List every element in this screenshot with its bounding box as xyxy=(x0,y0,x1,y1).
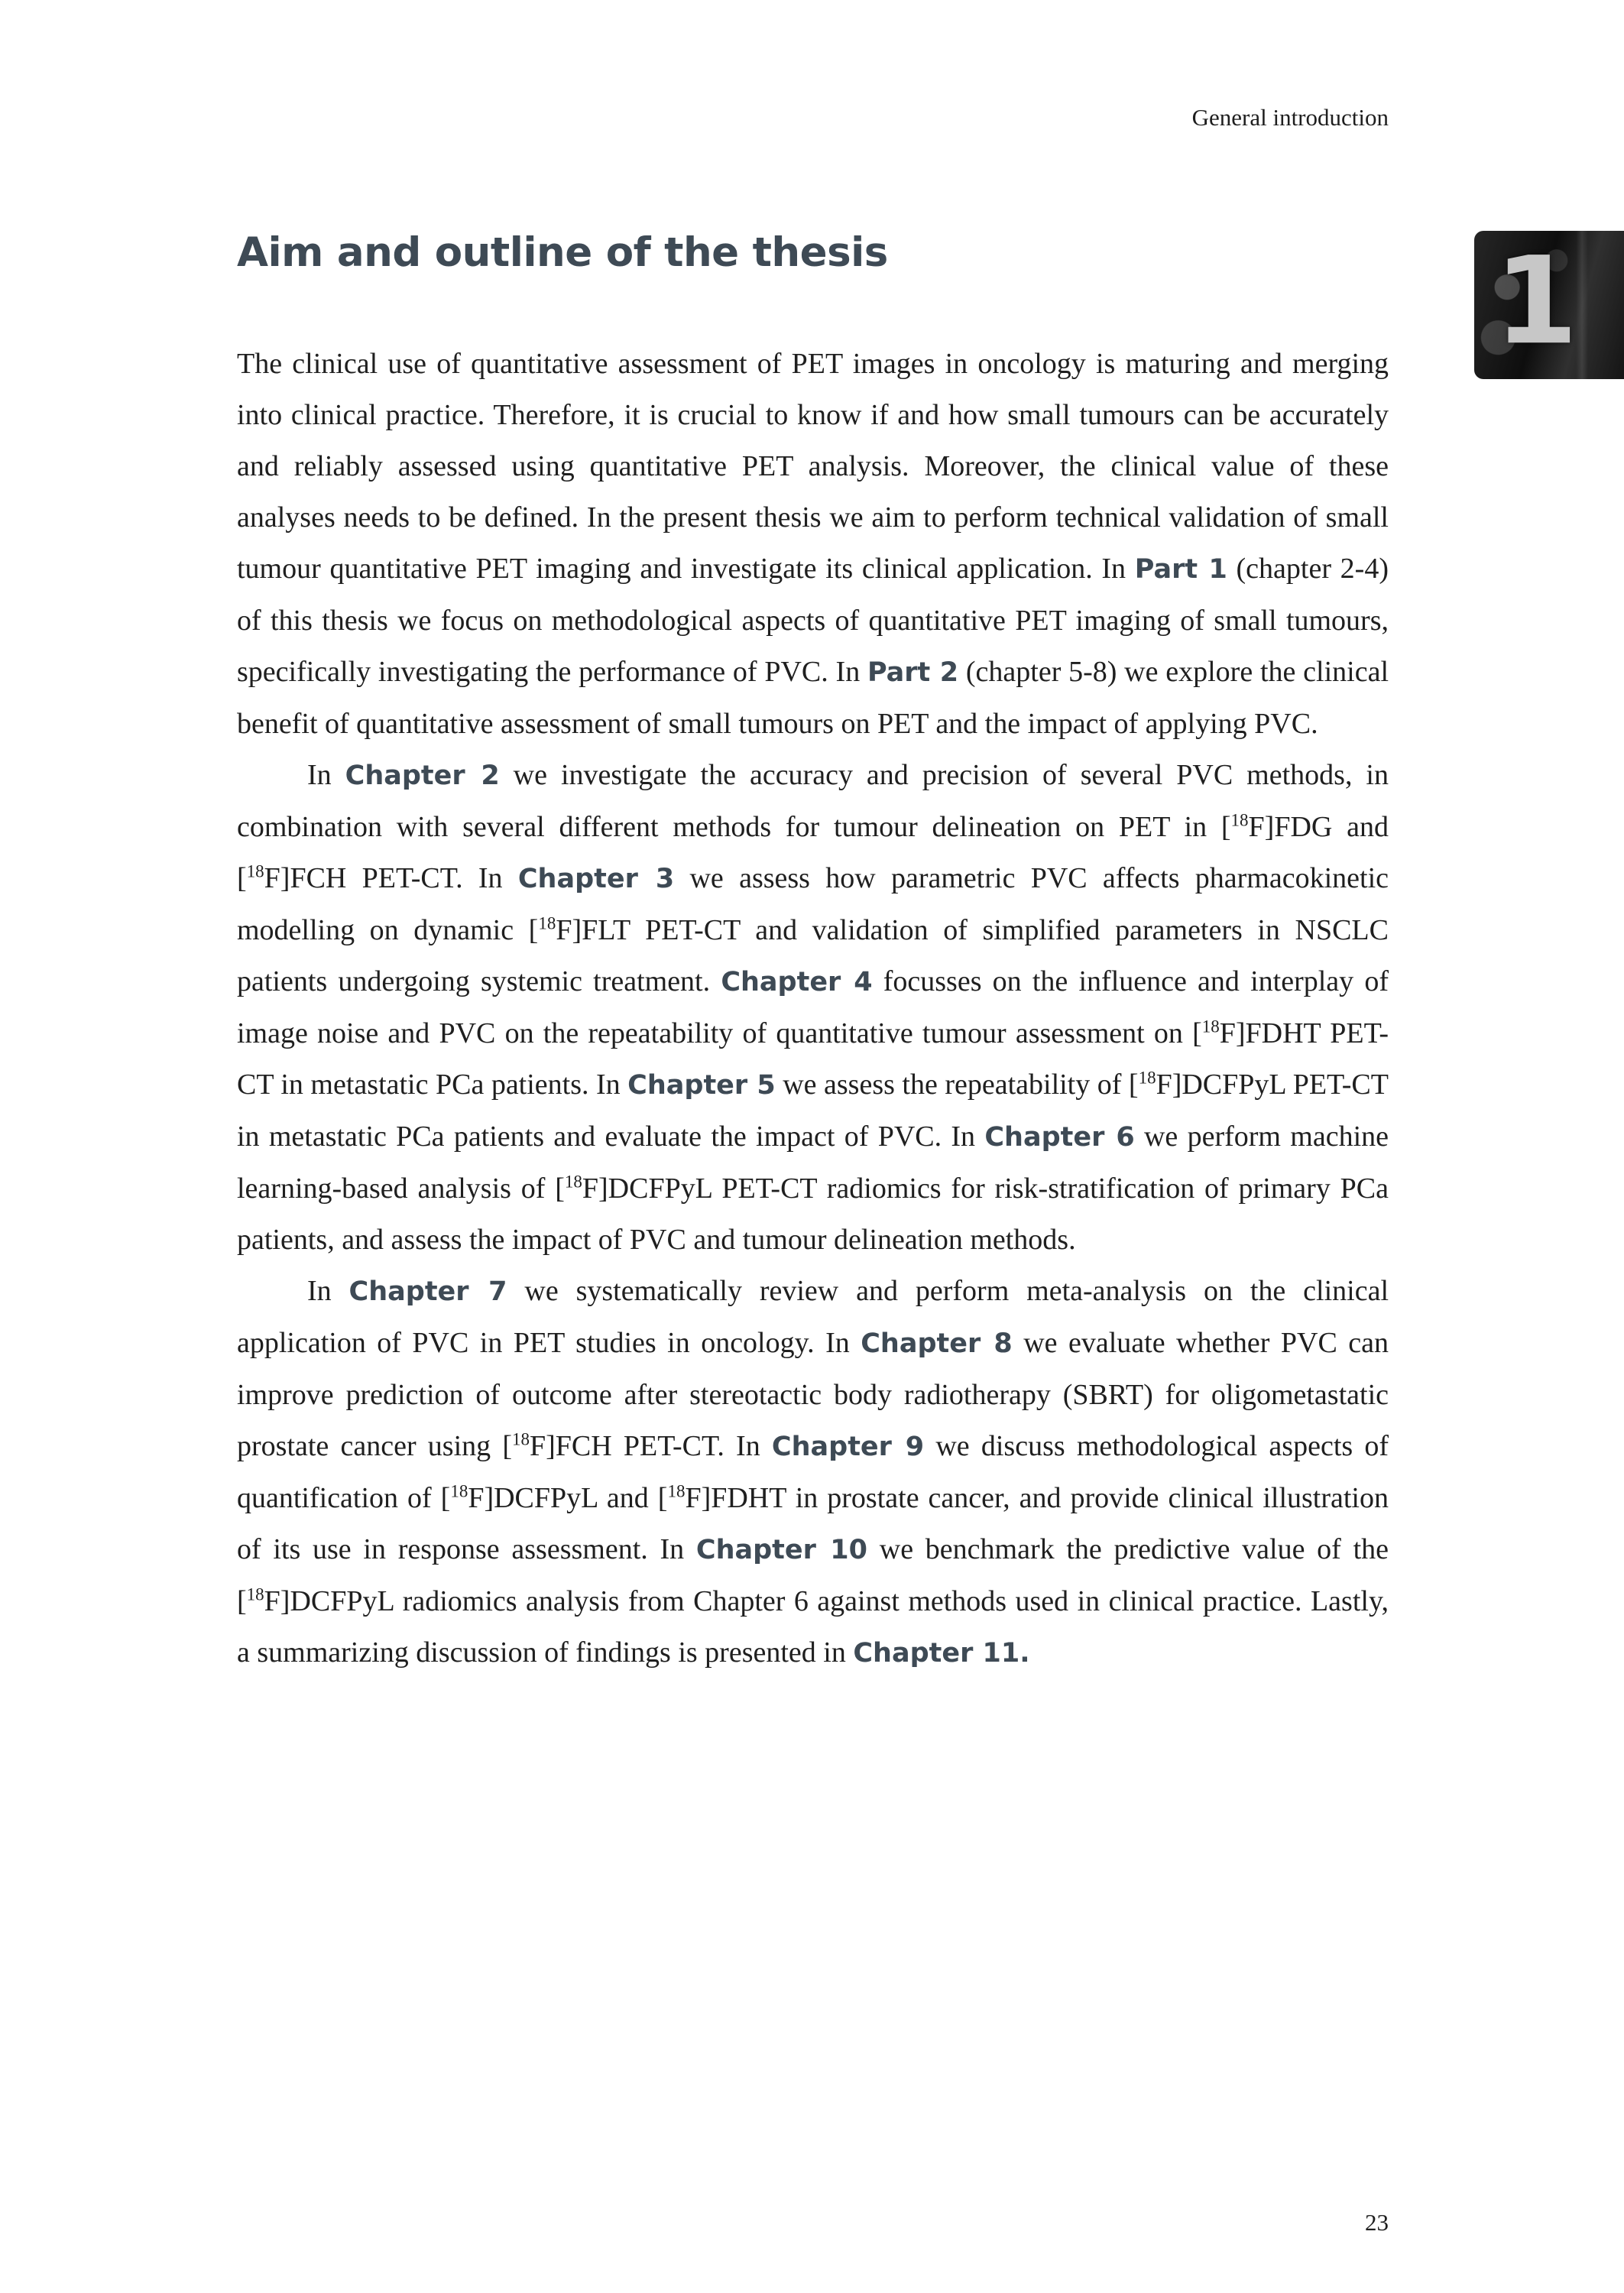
text-segment: focusses on the influence and interplay of image noise and PVC on the repeatability of quantitative tumour assessment on [ xyxy=(237,965,1389,1049)
chapter-ref: Part 2 xyxy=(867,657,959,688)
chapter-ref: Chapter 8 xyxy=(861,1328,1013,1359)
text-segment: F]FLT PET-CT and validation of simplified parameters in NSCLC patients undergoing systemic treatment. xyxy=(237,914,1389,997)
text-segment: we benchmark the predictive value of the [ xyxy=(237,1533,1389,1617)
text-segment: (chapter 2-4) of this thesis we focus on methodological aspects of quantitative PET imaging of small tumours, specifically investigating the performance of PVC. In xyxy=(237,553,1389,688)
chapter-ref: Part 1 xyxy=(1134,554,1227,585)
page-number: 23 xyxy=(1365,2209,1389,2236)
chapter-ref: Chapter 6 xyxy=(984,1122,1135,1153)
text-segment: F]FDG and [ xyxy=(237,811,1389,894)
text-segment: F]FDHT in prostate cancer, and provide clinical illustration of its use in response assessment. In xyxy=(237,1482,1389,1565)
page-content xyxy=(237,229,1389,1679)
superscript: 18 xyxy=(246,861,264,881)
superscript: 18 xyxy=(538,913,556,933)
text-segment: we systematically review and perform meta-analysis on the clinical application of PVC in PET studies in oncology. In xyxy=(237,1275,1389,1359)
text-segment: F]DCFPyL and [ xyxy=(468,1482,668,1514)
chapter-ref: Chapter 7 xyxy=(348,1276,507,1307)
text-segment: we evaluate whether PVC can improve prediction of outcome after stereotactic body radiotherapy (SBRT) for oligometastatic prostate cancer using [ xyxy=(237,1327,1389,1462)
superscript: 18 xyxy=(564,1172,582,1192)
text-segment: we investigate the accuracy and precision of several PVC methods, in combination with several different methods for tumour delineation on PET in [ xyxy=(237,759,1389,843)
paragraph xyxy=(237,339,1389,750)
superscript: 18 xyxy=(1138,1068,1156,1088)
superscript: 18 xyxy=(1230,810,1249,830)
superscript: 18 xyxy=(1201,1017,1220,1036)
text-segment: F]FDHT PET-CT in metastatic PCa patients. In xyxy=(237,1017,1389,1101)
text-segment: we perform machine learning-based analysis of [ xyxy=(237,1121,1389,1205)
text-segment: we assess how parametric PVC affects pharmacokinetic modelling on dynamic [ xyxy=(237,862,1389,946)
text-segment: we assess the repeatability of [ xyxy=(775,1069,1139,1101)
chapter-ref: Chapter 11. xyxy=(853,1638,1030,1669)
chapter-ref: Chapter 10 xyxy=(695,1535,868,1565)
chapter-ref: Chapter 2 xyxy=(345,761,500,791)
page-title: Aim and outline of the thesis xyxy=(237,229,888,276)
text-segment: In xyxy=(307,759,345,791)
superscript: 18 xyxy=(512,1429,530,1449)
text-segment: In xyxy=(307,1275,349,1307)
chapter-ref: Chapter 3 xyxy=(517,864,675,894)
text-segment: The clinical use of quantitative assessment of PET images in oncology is maturing and merging into clinical practice. Therefore, it is crucial to know if and how small tumours can be accurately and reliably assessed using quantitative PET analysis. Moreover, the clinical value of these analyses needs to be defined. In the present thesis we aim to perform technical validation of small tumour quantitative PET imaging and investigate its clinical application. In xyxy=(237,348,1389,585)
chapter-ref: Chapter 5 xyxy=(627,1070,776,1101)
running-header: General introduction xyxy=(1191,104,1389,131)
chapter-ref: Chapter 4 xyxy=(721,967,873,997)
superscript: 18 xyxy=(246,1584,264,1604)
text-segment: F]FCH PET-CT. In xyxy=(264,862,518,894)
text-segment: we discuss methodological aspects of quantification of [ xyxy=(237,1430,1389,1514)
superscript: 18 xyxy=(450,1481,468,1501)
paragraph xyxy=(237,750,1389,1266)
text-segment: (chapter 5-8) we explore the clinical benefit of quantitative assessment of small tumours on PET and the impact of applying PVC. xyxy=(237,656,1389,740)
text-segment: F]FCH PET-CT. In xyxy=(530,1430,772,1462)
chapter-number: 1 xyxy=(1494,231,1578,372)
superscript: 18 xyxy=(667,1481,686,1501)
chapter-tab xyxy=(1474,231,1624,379)
text-segment: F]DCFPyL PET-CT in metastatic PCa patients and evaluate the impact of PVC. In xyxy=(237,1069,1389,1153)
text-segment: F]DCFPyL radiomics analysis from Chapter 6 against methods used in clinical practice. Lastly, a summarizing discussion of findings is presented in xyxy=(237,1585,1389,1669)
chapter-ref: Chapter 9 xyxy=(771,1432,925,1462)
paragraph xyxy=(237,1266,1389,1679)
text-segment: F]DCFPyL PET-CT radiomics for risk-stratification of primary PCa patients, and assess the impact of PVC and tumour delineation methods. xyxy=(237,1172,1389,1256)
body-text xyxy=(237,339,1389,1679)
